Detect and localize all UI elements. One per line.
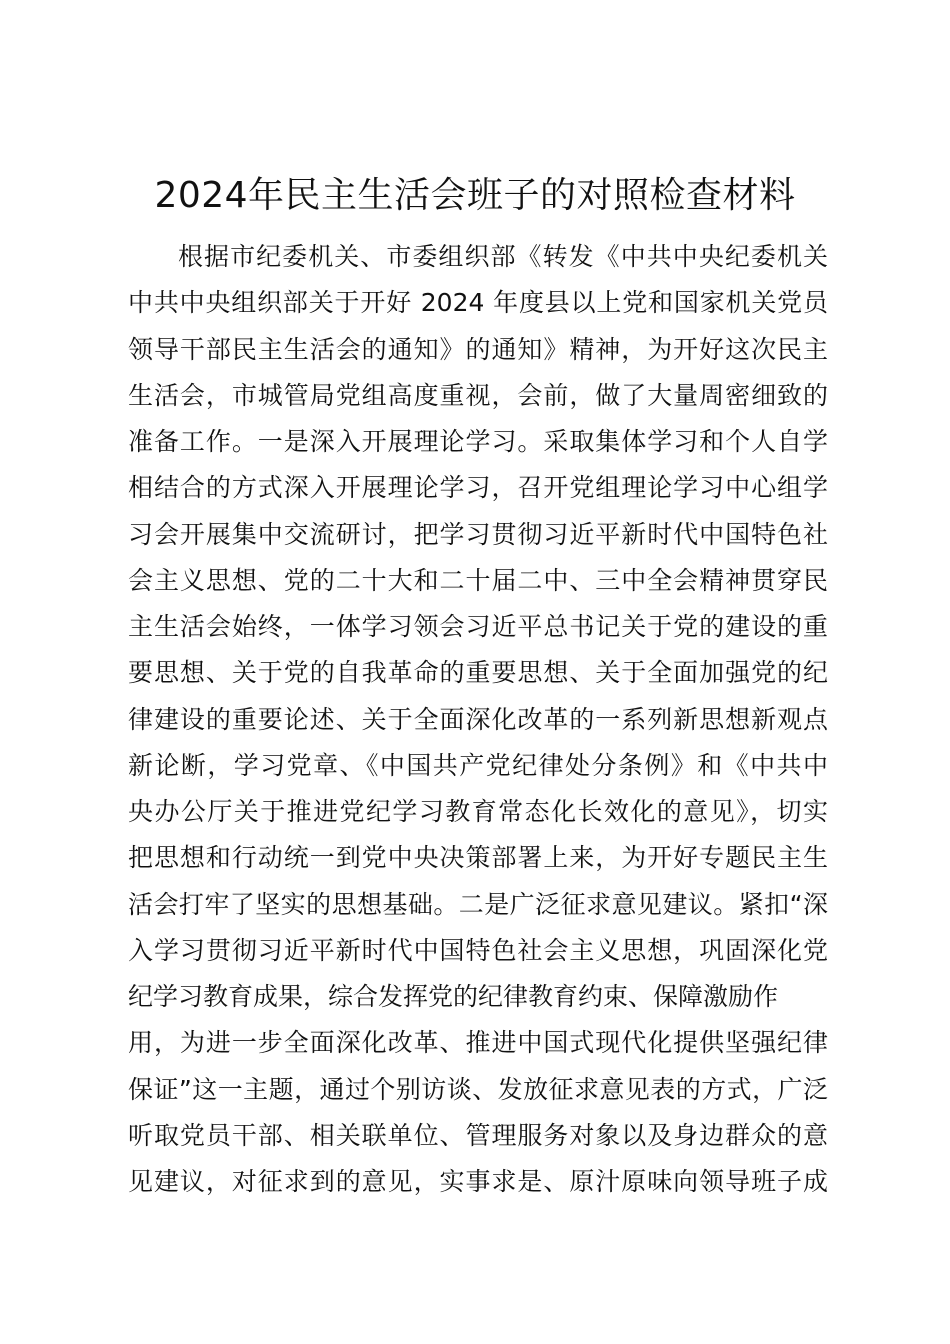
body-line: 新论断，学习党章、《中国共产党纪律处分条例》和《中共中 xyxy=(128,750,828,780)
body-line: 央办公厅关于推进党纪学习教育常态化长效化的意见》，切实 xyxy=(128,797,828,826)
body-line: 纪学习教育成果，综合发挥党的纪律教育约束、保障激励作 xyxy=(128,982,779,1011)
body-line: 活会打牢了坚实的思想基础。二是广泛征求意见建议。紧扣“深 xyxy=(128,889,828,919)
body-line: 保证”这一主题，通过个别访谈、发放征求意见表的方式，广泛 xyxy=(128,1074,828,1104)
body-line: 相结合的方式深入开展理论学习，召开党组理论学习中心组学 xyxy=(128,473,828,503)
body-line: 听取党员干部、相关联单位、管理服务对象以及身边群众的意 xyxy=(128,1120,828,1150)
body-line: 见建议，对征求到的意见，实事求是、原汁原味向领导班子成 xyxy=(128,1167,828,1196)
body-line: 入学习贯彻习近平新时代中国特色社会主义思想，巩固深化党 xyxy=(128,935,828,965)
body-line: 律建设的重要论述、关于全面深化改革的一系列新思想新观点 xyxy=(128,704,828,734)
document-body xyxy=(128,234,828,1205)
body-line: 根据市纪委机关、市委组织部《转发《中共中央纪委机关 xyxy=(178,242,828,271)
body-line: 用，为进一步全面深化改革、推进中国式现代化提供坚强纪律 xyxy=(128,1028,828,1058)
body-line: 会主义思想、党的二十大和二十届二中、三中全会精神贯穿民 xyxy=(128,565,828,595)
document-title: 2024年民主生活会班子的对照检查材料 xyxy=(154,175,796,216)
body-line: 生活会，市城管局党组高度重视，会前，做了大量周密细致的 xyxy=(128,380,828,410)
body-line: 把思想和行动统一到党中央决策部署上来，为开好专题民主生 xyxy=(128,843,828,873)
body-line: 领导干部民主生活会的通知》的通知》精神，为开好这次民主 xyxy=(128,334,828,364)
body-line: 主生活会始终，一体学习领会习近平总书记关于党的建设的重 xyxy=(128,612,828,641)
body-line: 习会开展集中交流研讨，把学习贯彻习近平新时代中国特色社 xyxy=(128,519,828,549)
body-line: 中共中央组织部关于开好 2024 年度县以上党和国家机关党员 xyxy=(128,288,828,318)
body-line: 要思想、关于党的自我革命的重要思想、关于全面加强党的纪 xyxy=(128,658,828,688)
body-line: 准备工作。一是深入开展理论学习。采取集体学习和个人自学 xyxy=(128,427,828,456)
